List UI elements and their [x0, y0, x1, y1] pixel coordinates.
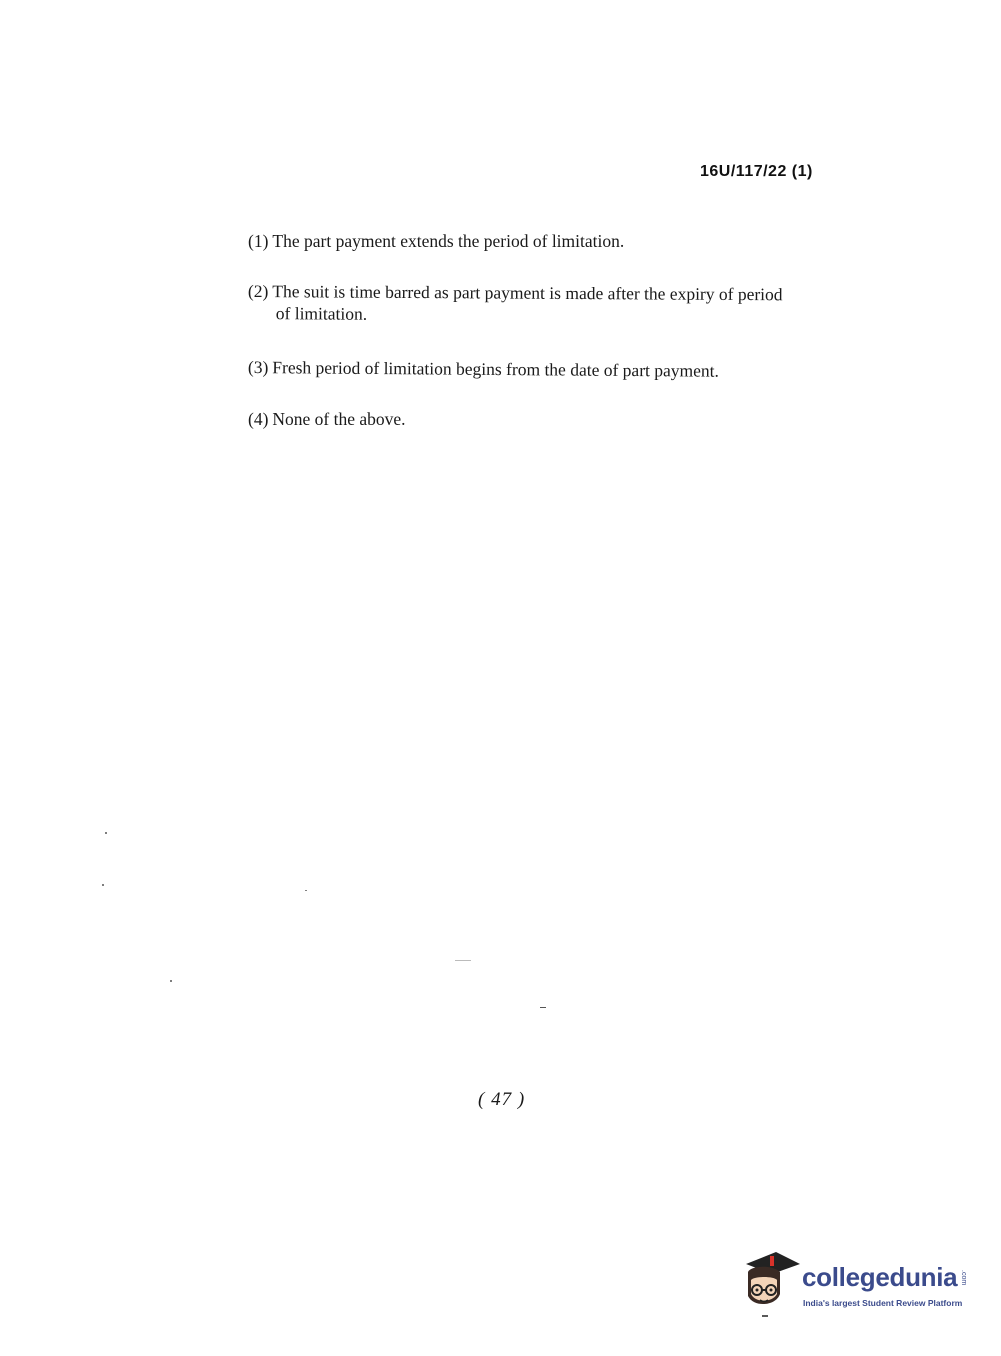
collegedunia-watermark	[742, 1250, 972, 1320]
option-number: (4)	[248, 409, 269, 429]
option-number: (1)	[248, 231, 269, 251]
option-4	[248, 408, 406, 430]
scan-speck	[102, 884, 104, 886]
option-3	[248, 356, 719, 382]
mascot-logo-icon	[742, 1250, 800, 1320]
scan-speck	[305, 890, 307, 891]
watermark-tagline: India's largest Student Review Platform	[803, 1298, 963, 1308]
scan-speck	[105, 832, 107, 834]
option-text: None of the above.	[272, 409, 406, 429]
paper-code: 16U/117/22 (1)	[700, 163, 813, 180]
option-text: The part payment extends the period of limitation.	[272, 231, 625, 251]
option-number: (3)	[247, 356, 269, 378]
watermark-domain-suffix: .com	[960, 1270, 967, 1286]
option-2	[248, 280, 783, 327]
option-text: Fresh period of limitation begins from the date of part payment.	[272, 357, 720, 381]
scan-speck	[170, 980, 172, 982]
option-number: (2)	[247, 280, 269, 302]
option-text-continuation: of limitation.	[275, 303, 368, 324]
option-1	[248, 230, 624, 252]
watermark-brand: collegedunia	[802, 1262, 958, 1292]
scan-speck	[540, 1007, 546, 1008]
option-text: The suit is time barred as part payment is made after the expiry of period	[272, 281, 783, 305]
page-number: ( 47 )	[478, 1089, 526, 1110]
scan-speck	[455, 960, 471, 961]
